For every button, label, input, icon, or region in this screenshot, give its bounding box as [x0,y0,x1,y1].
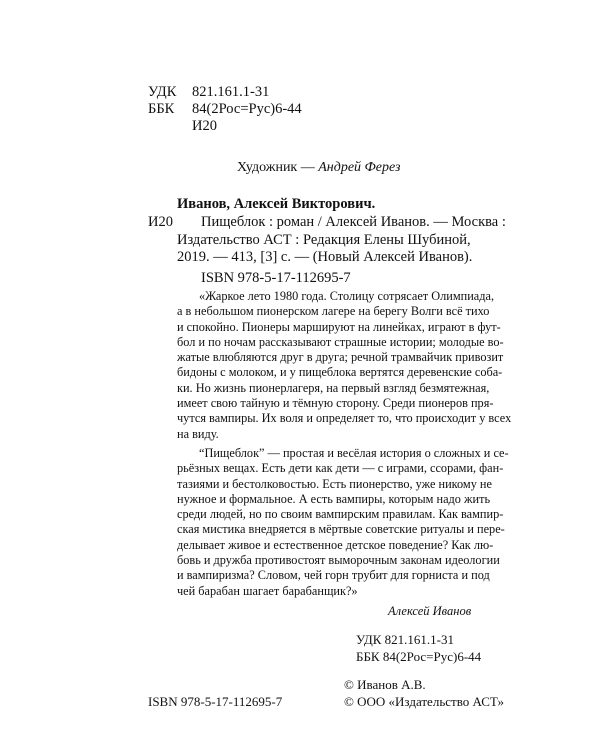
annotation-line: на виду. [177,426,219,441]
bib-line: Пищеблок : роман / Алексей Иванов. — Москва : [201,214,506,230]
copyright-publisher: © ООО «Издательство АСТ» [344,694,505,709]
illustrator-credit [237,160,401,176]
annotation-line: жатые влюбляются друг в друга; речной трамвайчик привозит [177,350,504,365]
annotation-line: а в небольшом пионерском лагере на берегу Волги всё тихо [177,304,490,319]
annotation-line: имеет свою тайную и тёмную сторону. Среди пионеров пря- [177,396,494,411]
annotation-signature: Алексей Иванов [388,604,472,618]
footer-bbk: ББК 84(2Рос=Рус)6-44 [356,649,482,664]
bibliographic-description [177,214,506,267]
bib-line: Издательство АСТ : Редакция Елены Шубиной, [177,231,471,248]
author-mark: И20 [148,214,173,230]
annotation-line: бовь и дружба противостоят выморочным законам идеологии [177,553,500,568]
isbn-main: ISBN 978-5-17-112695-7 [201,270,351,286]
annotation-line: «Жаркое лето 1980 года. Столицу сотрясает Олимпиада, [199,289,495,303]
bbk-line [148,101,302,118]
annotation-line: бидоны с молоком, и у пищеблока вертятся деревенские соба- [177,365,503,380]
annotation-line: рьёзных вещах. Есть дети как дети — с играми, ссорами, фан- [177,461,504,476]
annotation-line: нужное и формальное. А есть вампиры, которым надо жить [177,491,491,506]
annotation-paragraph-1 [177,289,512,442]
copyright-author: © Иванов А.В. [344,677,426,692]
annotation-line: ская мистика внедряется в мёртвые советские ритуалы и пере- [177,522,505,537]
bib-line: 2019. — 413, [3] с. — (Новый Алексей Иванов). [177,249,473,265]
author-heading: Иванов, Алексей Викторович. [177,196,376,212]
footer-isbn: ISBN 978-5-17-112695-7 [148,694,283,709]
author-mark-top: И20 [192,118,217,134]
illustrator-prefix: Художник — [237,160,319,175]
annotation-line: тазиями и бестолковостью. Есть пионерство, уже никому не [177,476,492,491]
annotation-line: чутся вампиры. Их воля и определяет то, что происходит у всех [177,411,512,426]
annotation-line: делывает живое и естественное детское поведение? Как лю- [177,537,494,552]
annotation-line: чей барабан шагает барабанщик?» [177,583,358,598]
annotation-line: среди людей, но по своим вампирским правилам. Как вампир- [177,507,504,522]
illustrator-name: Андрей Ферез [318,160,401,175]
annotation-line: бол и по ночам рассказывают страшные истории; молодые во- [177,334,504,349]
annotation-line: “Пищеблок” — простая и весёлая история о сложных и се- [199,446,509,460]
udk-line [148,84,269,101]
udk-value: 821.161.1-31 [192,84,270,100]
annotation-line: и спокойно. Пионеры маршируют на линейках, играют в фут- [177,319,501,334]
footer-udk: УДК 821.161.1-31 [356,632,455,647]
udk-label: УДК [148,84,177,100]
annotation-paragraph-2 [177,446,509,599]
bbk-label: ББК [148,101,175,117]
bbk-value: 84(2Рос=Рус)6-44 [192,101,302,117]
annotation-line: ки. Но жизнь пионерлагеря, на первый взгляд безмятежная, [177,380,490,395]
annotation-line: и вампиризма? Словом, чей горн трубит для горниста и под [177,568,490,583]
